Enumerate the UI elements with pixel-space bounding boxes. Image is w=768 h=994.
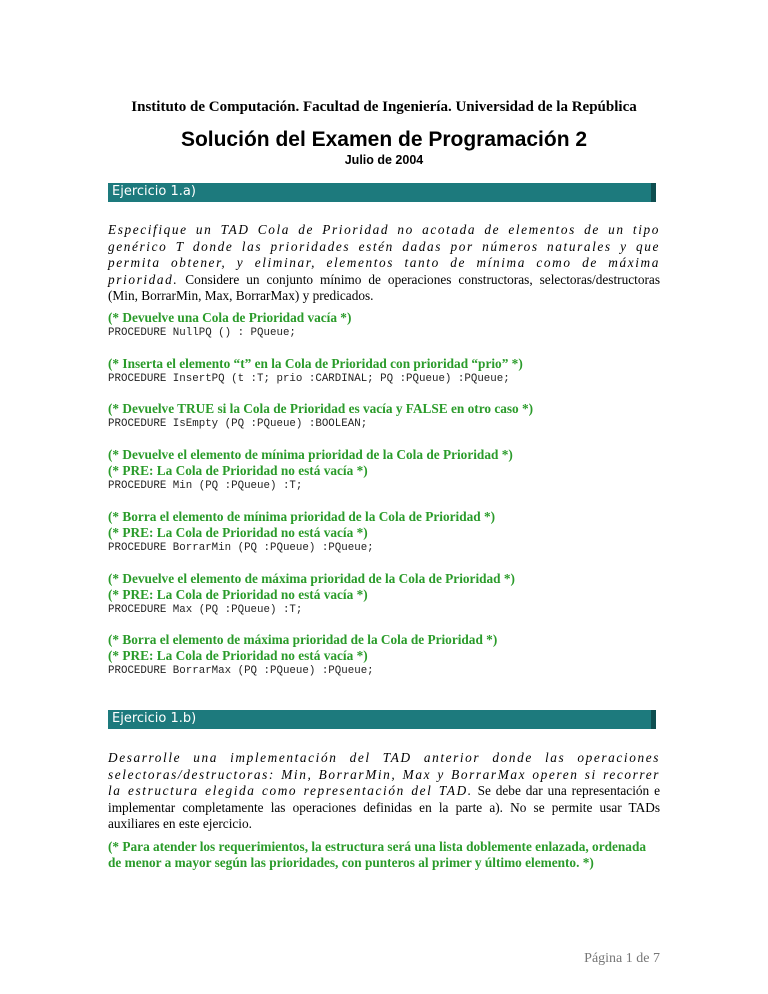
op-pre-borrarmin: (* PRE: La Cola de Prioridad no está vacía *): [108, 525, 368, 540]
op-comment-borrarmax: (* Borra el elemento de máxima prioridad de la Cola de Prioridad *): [108, 632, 498, 647]
exercise-1a-plain: Considere un conjunto mínimo de operaciones constructoras, selectoras/destructoras (Min, BorrarMin, Max, BorrarMax) y predicados.: [108, 271, 660, 303]
exercise-1a-statement: [108, 222, 660, 305]
op-code-borrarmax: PROCEDURE BorrarMax (PQ :PQueue) :PQueue;: [108, 665, 374, 677]
op-comment-nullpq: (* Devuelve una Cola de Prioridad vacía *): [108, 310, 352, 325]
exercise-1a-italic: Especifique un TAD Cola de Prioridad no acotada de elementos de un tipo genérico T donde las prioridades estén dadas por números naturales y que permita obtener, y eliminar, elementos tanto de mínima como de máxima prioridad.: [108, 222, 660, 287]
op-comment-borrarmin: (* Borra el elemento de mínima prioridad de la Cola de Prioridad *): [108, 509, 496, 524]
exam-date: Julio de 2004: [344, 153, 424, 167]
representation-comment: (* Para atender los requerimientos, la estructura será una lista doblemente enlazada, ordenada de menor a mayor según las prioridades, con punteros al primer y último elemento. *): [108, 839, 646, 870]
page-number: Página 1 de 7: [584, 951, 660, 966]
op-code-min: PROCEDURE Min (PQ :PQueue) :T;: [108, 480, 303, 492]
op-code-nullpq: PROCEDURE NullPQ () : PQueue;: [108, 327, 296, 339]
op-code-borrarmin: PROCEDURE BorrarMin (PQ :PQueue) :PQueue;: [108, 542, 374, 554]
op-code-insertpq: PROCEDURE InsertPQ (t :T; prio :CARDINAL; PQ :PQueue) :PQueue;: [108, 373, 510, 385]
op-pre-min: (* PRE: La Cola de Prioridad no está vacía *): [108, 463, 368, 478]
op-comment-isempty: (* Devuelve TRUE si la Cola de Prioridad es vacía y FALSE en otro caso *): [108, 401, 534, 416]
op-pre-borrarmax: (* PRE: La Cola de Prioridad no está vacía *): [108, 648, 368, 663]
op-comment-min: (* Devuelve el elemento de mínima prioridad de la Cola de Prioridad *): [108, 447, 513, 462]
section-heading-1b: [108, 710, 656, 729]
institute-header: Instituto de Computación. Facultad de Ingeniería. Universidad de la República: [131, 99, 637, 115]
op-code-isempty: PROCEDURE IsEmpty (PQ :PQueue) :BOOLEAN;: [108, 418, 368, 430]
page-title: Solución del Examen de Programación 2: [180, 128, 588, 151]
section-heading-1b-label: Ejercicio 1.b): [112, 711, 197, 726]
exercise-1b-statement: [108, 750, 660, 833]
op-code-max: PROCEDURE Max (PQ :PQueue) :T;: [108, 604, 303, 616]
op-comment-max: (* Devuelve el elemento de máxima prioridad de la Cola de Prioridad *): [108, 571, 515, 586]
op-comment-insertpq: (* Inserta el elemento “t” en la Cola de Prioridad con prioridad “prio” *): [108, 356, 523, 371]
op-pre-max: (* PRE: La Cola de Prioridad no está vacía *): [108, 587, 368, 602]
exercise-1b-italic: Desarrolle una implementación del TAD anterior donde las operaciones selectoras/destructoras: Min, BorrarMin, Max y BorrarMax operen si recorrer la estructura elegida como representación del TAD.: [108, 750, 660, 798]
section-heading-1a-label: Ejercicio 1.a): [112, 184, 196, 199]
section-heading-1a: [108, 183, 656, 202]
exercise-1b-plain: Se debe dar una representación e implementar completamente las operaciones definidas en la parte a). No se permite usar TADs auxiliares en este ejercicio.: [108, 783, 660, 831]
